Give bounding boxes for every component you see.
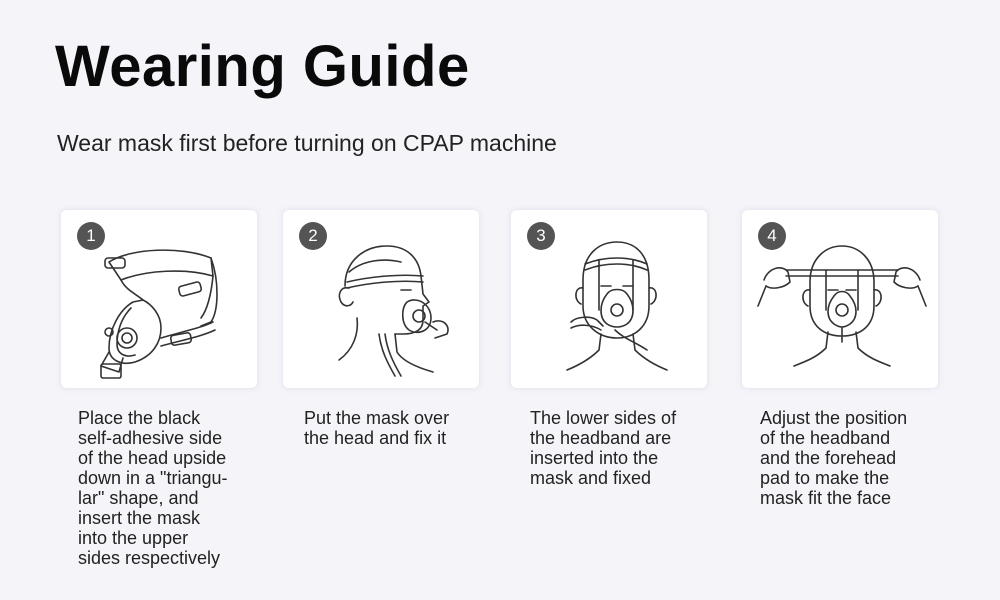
step-2-caption: Put the mask over the head and fix it (304, 408, 450, 448)
step-4-card (742, 210, 938, 388)
step-1-number-badge: 1 (77, 222, 105, 250)
step-3-caption: The lower sides of the headband are inserted into the mask and fixed (530, 408, 677, 488)
step-4-number-badge: 4 (758, 222, 786, 250)
step-3-number-badge: 3 (527, 222, 555, 250)
step-1-card (61, 210, 257, 388)
step-4-caption: Adjust the position of the headband and the forehead pad to make the mask fit the face (760, 408, 908, 508)
step-3-card (511, 210, 707, 388)
step-2-card (283, 210, 479, 388)
step-2-number-badge: 2 (299, 222, 327, 250)
step-1-caption: Place the black self-adhesive side of the head upside down in a "triangu- lar" shape, and insert the mask into the upper sides respectively (78, 408, 228, 568)
page-title: Wearing Guide (55, 34, 470, 99)
page-subtitle: Wear mask first before turning on CPAP machine (57, 130, 557, 156)
